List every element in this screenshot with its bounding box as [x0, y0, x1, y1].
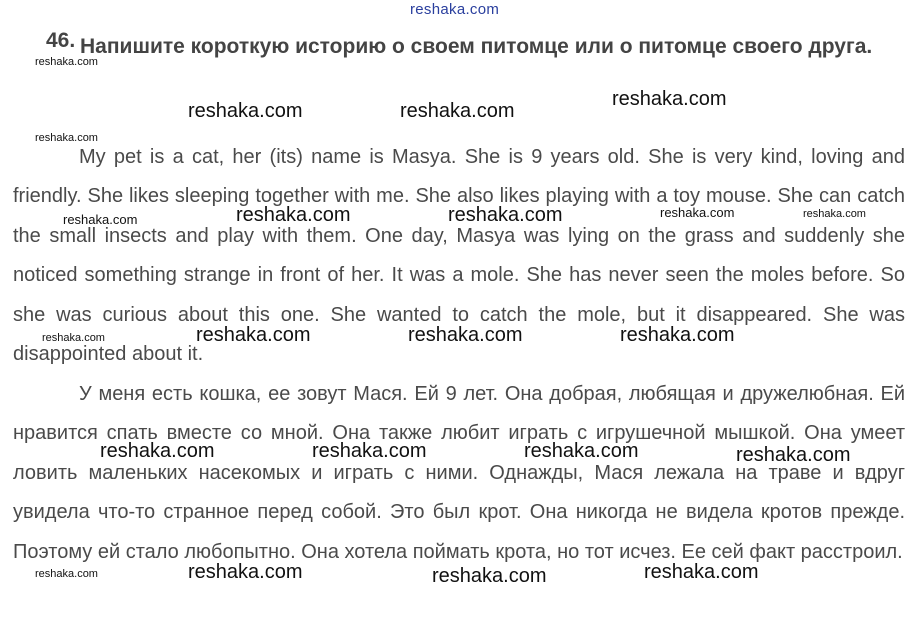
watermark: reshaka.com — [524, 440, 639, 462]
watermark: reshaka.com — [448, 204, 563, 226]
watermark: reshaka.com — [644, 561, 759, 583]
watermark: reshaka.com — [803, 208, 866, 220]
watermark: reshaka.com — [236, 204, 351, 226]
watermark: reshaka.com — [35, 56, 98, 68]
answer-russian: У меня есть кошка, ее зовут Мася. Ей 9 лет. Она добрая, любящая и дружелюбная. Ей нравится спать вместе со мной. Она также любит играть с игрушечной мышкой. Она умеет ловить маленьких насекомых и играть с ними. Однажды, Мася лежала на траве и вдруг увидела что-то странное перед собой. Это был крот. Она никогда не видела кротов прежде. Поэтому ей стало любопытно. Она хотела поймать крота, но тот исчез. Ее сей факт расстроил. — [13, 383, 905, 563]
watermark: reshaka.com — [35, 568, 98, 580]
watermark: reshaka.com — [100, 440, 215, 462]
watermark: reshaka.com — [188, 561, 303, 583]
watermark: reshaka.com — [620, 324, 735, 346]
task-title-text: Напишите короткую историю о своем питомце или о питомце своего друга. — [80, 35, 873, 58]
task-title — [80, 29, 905, 65]
watermark: reshaka.com — [400, 100, 515, 122]
answer-english: My pet is a cat, her (its) name is Masya. She is 9 years old. She is very kind, loving and friendly. She likes sleeping together with me. She also likes playing with a toy mouse. She can catch the small insects and play with them. One day, Masya was lying on the grass and suddenly she noticed something strange in front of her. It was a mole. She has never seen the moles before. So she was curious about this one. She wanted to catch the mole, but it disappeared. She was disappointed about it. — [13, 146, 905, 366]
watermark: reshaka.com — [312, 440, 427, 462]
watermark: reshaka.com — [612, 88, 727, 110]
watermark: reshaka.com — [188, 100, 303, 122]
watermark: reshaka.com — [432, 565, 547, 587]
site-header-link[interactable]: reshaka.com — [410, 1, 500, 18]
watermark: reshaka.com — [196, 324, 311, 346]
watermark: reshaka.com — [736, 444, 851, 466]
watermark: reshaka.com — [408, 324, 523, 346]
watermark: reshaka.com — [35, 132, 98, 144]
watermark: reshaka.com — [42, 332, 105, 344]
watermark: reshaka.com — [63, 212, 138, 227]
watermark: reshaka.com — [660, 205, 735, 220]
task-number: 46. — [46, 29, 76, 52]
